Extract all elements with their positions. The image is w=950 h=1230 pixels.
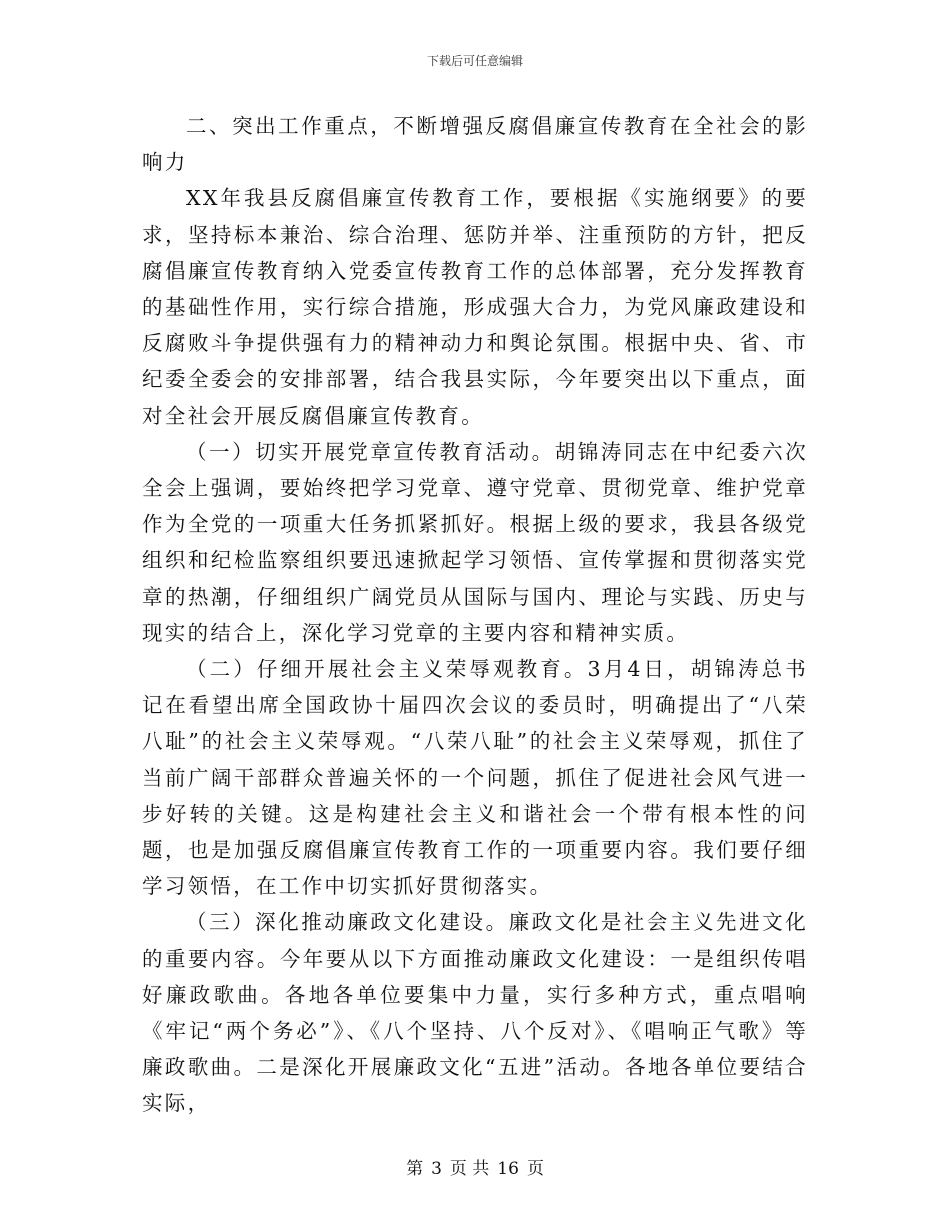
page-footer [0, 1154, 950, 1179]
paragraph-item-2: （二）仔细开展社会主义荣辱观教育。3月4日，胡锦涛总书记在看望出席全国政协十届四次会议的委员时，明确提出了“八荣八耻”的社会主义荣辱观。“八荣八耻”的社会主义荣辱观，抓住了当前广阔干部群众普遍关怀的一个问题，抓住了促进社会风气进一步好转的关键。这是构建社会主义和谐社会一个带有根本性的问题，也是加强反腐倡廉宣传教育工作的一项重要内容。我们要仔细学习领悟，在工作中切实抓好贯彻落实。 [142, 657, 808, 899]
section-heading: 二、突出工作重点，不断增强反腐倡廉宣传教育在全社会的影响力 [142, 114, 808, 175]
paragraph-intro: XX年我县反腐倡廉宣传教育工作，要根据《实施纲要》的要求，坚持标本兼治、综合治理、惩防并举、注重预防的方针，把反腐倡廉宣传教育纳入党委宣传教育工作的总体部署，充分发挥教育的基础性作用，实行综合措施，形成强大合力，为党风廉政建设和反腐败斗争提供强有力的精神动力和舆论氛围。根据中央、省、市纪委全委会的安排部署，结合我县实际，今年要突出以下重点，面对全社会开展反腐倡廉宣传教育。 [142, 186, 808, 428]
footer-total-pages: 16 [497, 1159, 519, 1179]
footer-page-number: 3 [431, 1159, 442, 1179]
paragraph-item-3: （三）深化推动廉政文化建设。廉政文化是社会主义先进文化的重要内容。今年要从以下方面推动廉政文化建设：一是组织传唱好廉政歌曲。各地各单位要集中力量，实行多种方式，重点唱响《牢记“两个务必”》、《八个坚持、八个反对》、《唱响正气歌》等廉政歌曲。二是深化开展廉政文化“五进”活动。各地各单位要结合实际， [142, 910, 808, 1116]
paragraph-item-1: （一）切实开展党章宣传教育活动。胡锦涛同志在中纪委六次全会上强调，要始终把学习党章、遵守党章、贯彻党章、维护党章作为全党的一项重大任务抓紧抓好。根据上级的要求，我县各级党组织和纪检监察组织要迅速掀起学习领悟、宣传掌握和贯彻落实党章的热潮，仔细组织广阔党员从国际与国内、理论与实践、历史与现实的结合上，深化学习党章的主要内容和精神实质。 [142, 439, 808, 645]
footer-suffix: 页 [526, 1159, 544, 1179]
page-header: 下载后可任意编辑 [426, 54, 523, 68]
document-body [142, 108, 808, 1122]
footer-middle: 页 共 [449, 1159, 490, 1179]
footer-prefix: 第 [406, 1159, 424, 1179]
